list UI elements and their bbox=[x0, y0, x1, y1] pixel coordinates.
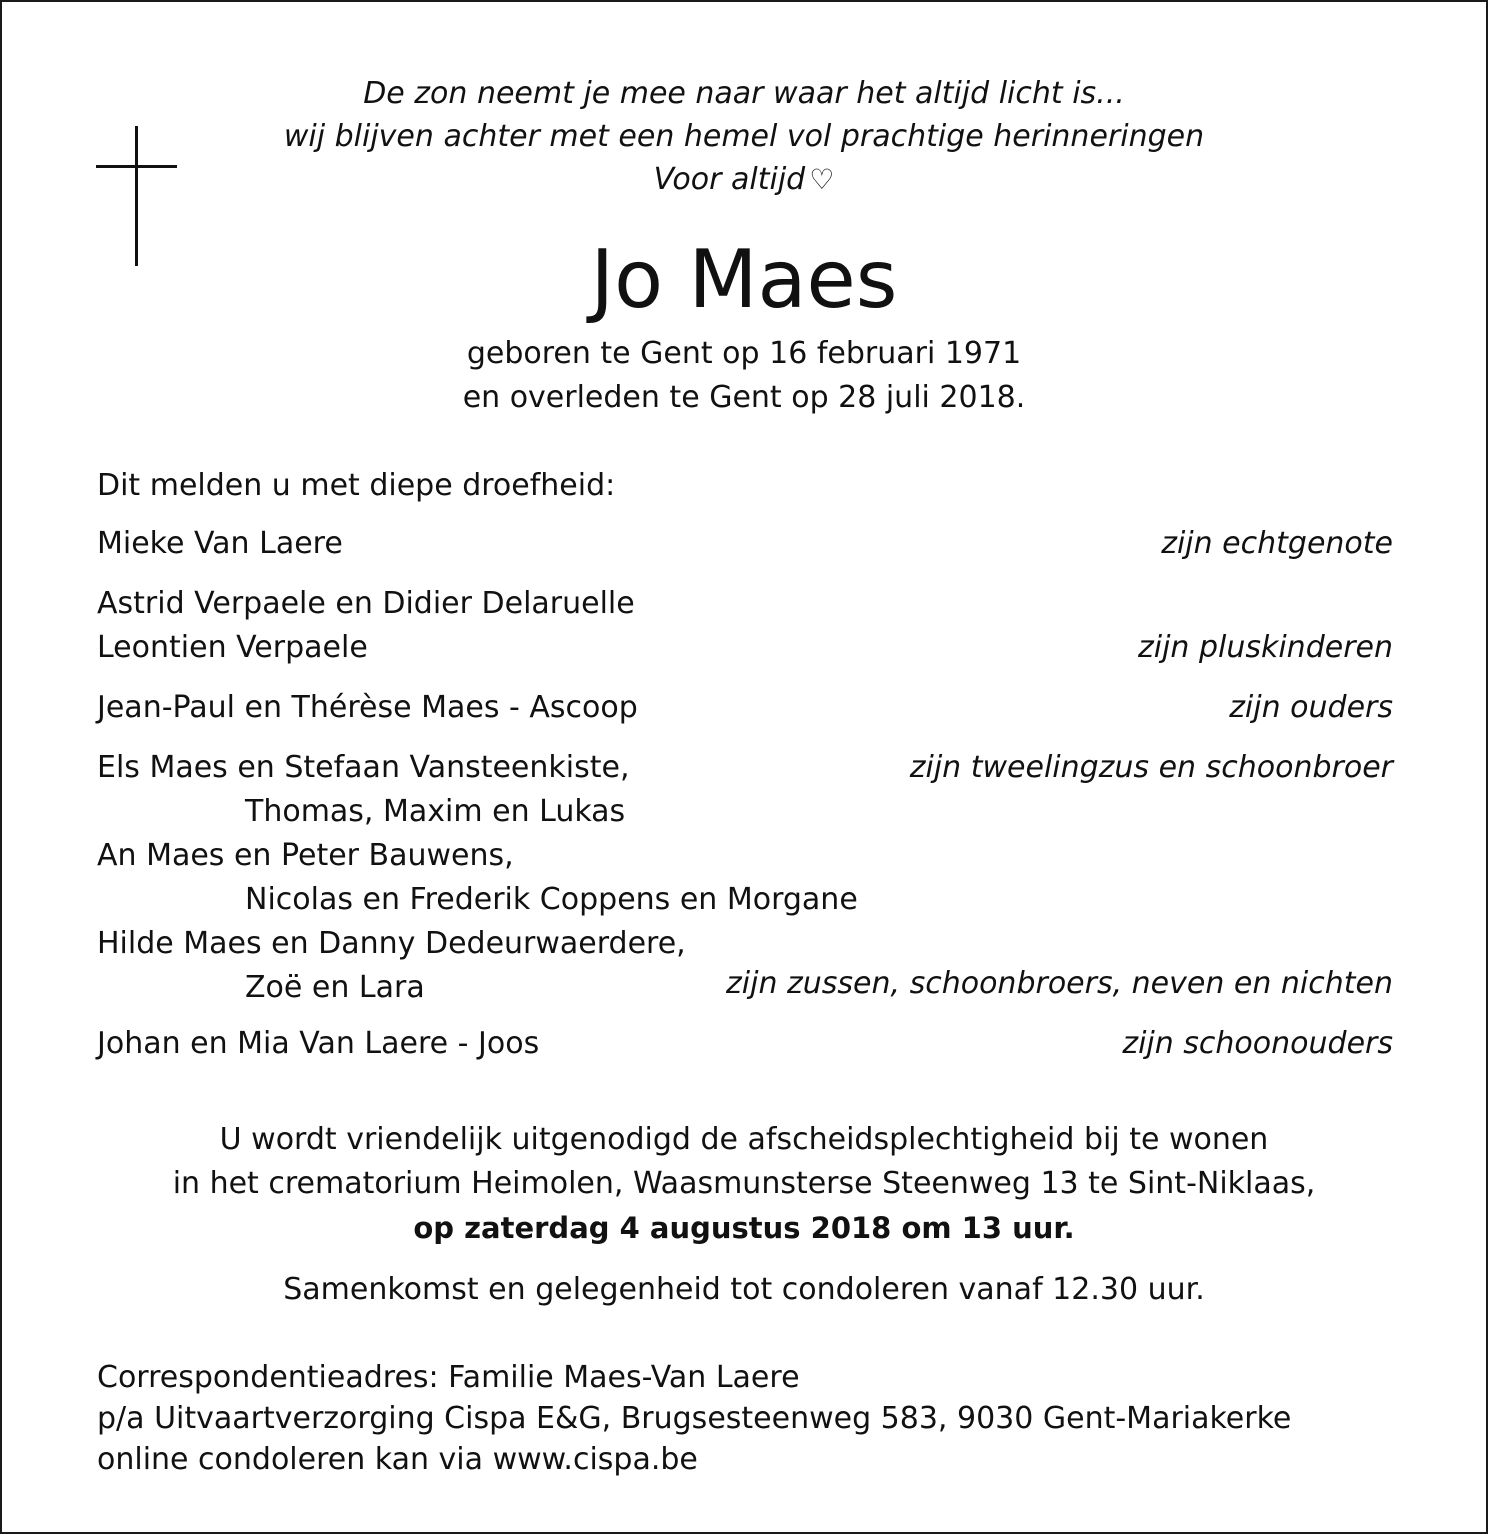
mourner-relation: zijn tweelingzus en schoonbroer bbox=[909, 750, 1393, 785]
mourner-name: Johan en Mia Van Laere - Joos bbox=[97, 1026, 540, 1061]
heart-outline-icon: ♡ bbox=[809, 163, 835, 196]
invitation-line-2: in het crematorium Heimolen, Waasmunsterse Steenweg 13 te Sint-Niklaas, bbox=[172, 1166, 1316, 1201]
mourner-relation: zijn zussen, schoonbroers, neven en nichten bbox=[726, 966, 1393, 1001]
birth-line: geboren te Gent op 16 februari 1971 bbox=[466, 336, 1022, 371]
mourner-name: Jean-Paul en Thérèse Maes - Ascoop bbox=[97, 690, 638, 725]
quote-line-2: wij blijven achter met een hemel vol prachtige herinneringen bbox=[283, 119, 1205, 154]
mourner-row bbox=[97, 522, 1393, 566]
mourner-name: Leontien Verpaele bbox=[97, 630, 368, 665]
mourner-name: Els Maes en Stefaan Vansteenkiste, bbox=[97, 750, 630, 785]
announcement-intro: Dit melden u met diepe droefheid: bbox=[97, 468, 616, 503]
ceremony-date: op zaterdag 4 augustus 2018 om 13 uur. bbox=[413, 1211, 1075, 1245]
mourner-relation: zijn echtgenote bbox=[1161, 526, 1393, 561]
mourner-row bbox=[97, 686, 1393, 730]
quote-line-3: Voor altijd ♡ bbox=[2, 158, 1486, 201]
mourner-name: Mieke Van Laere bbox=[97, 526, 343, 561]
quote-line-1: De zon neemt je mee naar waar het altijd licht is... bbox=[363, 76, 1125, 111]
mourner-name: Hilde Maes en Danny Dedeurwaerdere, bbox=[97, 926, 686, 961]
deceased-name: Jo Maes bbox=[590, 233, 898, 326]
life-dates bbox=[2, 332, 1486, 420]
invitation-line-1: U wordt vriendelijk uitgenodigd de afscheidsplechtigheid bij te wonen bbox=[219, 1122, 1269, 1157]
gathering-info: Samenkomst en gelegenheid tot condoleren vanaf 12.30 uur. bbox=[283, 1272, 1205, 1307]
address-line-3: online condoleren kan via www.cispa.be bbox=[97, 1442, 698, 1477]
mourner-name: Astrid Verpaele en Didier Delaruelle bbox=[97, 586, 635, 621]
mourner-relation: zijn ouders bbox=[1229, 690, 1393, 725]
mourner-name: Nicolas en Frederik Coppens en Morgane bbox=[245, 882, 858, 917]
address-line-1: Correspondentieadres: Familie Maes-Van Laere bbox=[97, 1360, 800, 1395]
mourner-relation: zijn schoonouders bbox=[1122, 1026, 1393, 1061]
death-line: en overleden te Gent op 28 juli 2018. bbox=[462, 380, 1026, 415]
mourner-relation: zijn pluskinderen bbox=[1137, 630, 1393, 665]
ceremony-invitation bbox=[2, 1118, 1486, 1250]
mourner-name: Thomas, Maxim en Lukas bbox=[245, 794, 626, 829]
mourner-name: An Maes en Peter Bauwens, bbox=[97, 838, 514, 873]
correspondence-address bbox=[97, 1357, 1291, 1480]
mourner-row bbox=[97, 582, 1393, 670]
mourner-name: Zoë en Lara bbox=[245, 970, 425, 1005]
memorial-quote bbox=[2, 72, 1486, 201]
address-line-2: p/a Uitvaartverzorging Cispa E&G, Brugsesteenweg 583, 9030 Gent-Mariakerke bbox=[97, 1401, 1292, 1436]
mourner-row bbox=[97, 746, 1393, 1010]
mourner-row bbox=[97, 1022, 1393, 1066]
